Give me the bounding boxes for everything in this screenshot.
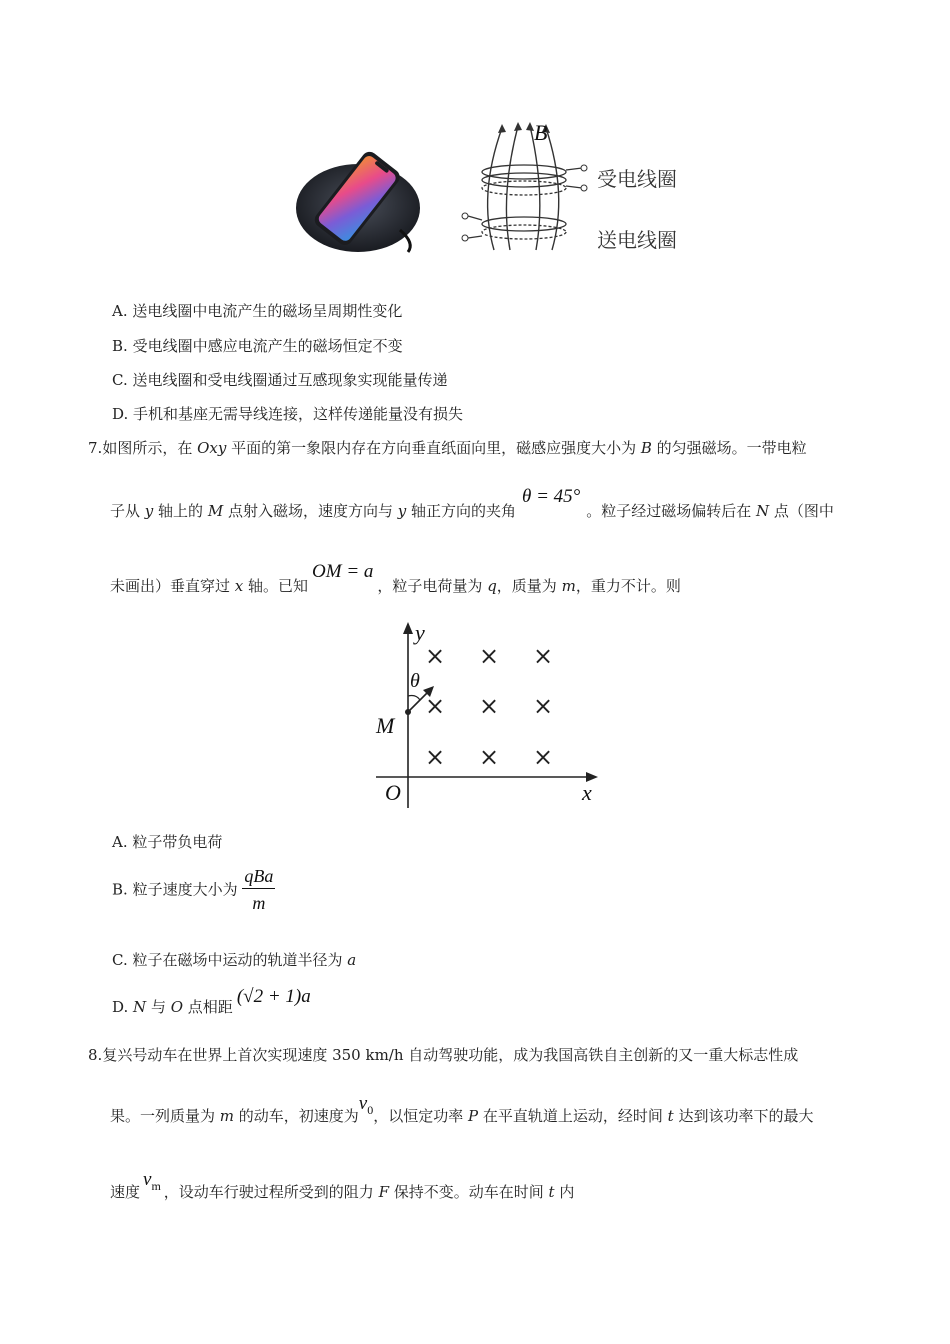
q6-option-c: C. 送电线圈和受电线圈通过互感现象实现能量传递 <box>112 371 448 389</box>
max-velocity: $v_m$ <box>143 1169 161 1193</box>
field-cross: × <box>533 642 554 670</box>
q7-option-a: A. 粒子带负电荷 <box>112 833 223 851</box>
field-cross: × <box>479 743 500 771</box>
point-m-label: M <box>376 713 395 738</box>
q6-option-b: B. 受电线圈中感应电流产生的磁场恒定不变 <box>112 337 403 355</box>
x-axis-label: x <box>582 780 592 805</box>
q7-option-c: C. 粒子在磁场中运动的轨道半径为 a <box>112 951 357 969</box>
field-cross: × <box>425 642 446 670</box>
field-b-label: B <box>534 120 548 145</box>
q7-option-d: D. N 与 O 点相距 (√2 + 1)a <box>112 986 311 1016</box>
origin-label: O <box>385 780 401 805</box>
theta-label: θ <box>410 670 420 692</box>
distance-expression: (√2 + 1)a <box>236 986 311 1007</box>
initial-velocity: $v_0$ <box>358 1093 374 1117</box>
q7-option-b: B. 粒子速度大小为 $\frac{\text{qBa}}{m}$ <box>112 866 274 913</box>
q6-option-a: A. 送电线圈中电流产生的磁场呈周期性变化 <box>112 302 403 320</box>
field-cross: × <box>533 692 554 720</box>
field-cross: × <box>425 692 446 720</box>
q8-line-2: 果。一列质量为 m 的动车，初速度为$v_0$，以恒定功率 P 在平直轨道上运动，经时间 t 达到该功率下的最大 <box>110 1093 814 1125</box>
q6-option-d: D. 手机和基座无需导线连接，这样传递能量没有损失 <box>112 405 464 423</box>
field-cross: × <box>533 743 554 771</box>
q7-line-3: 未画出）垂直穿过 x 轴。已知OM = a，粒子电荷量为 q，质量为 m，重力不计。则 <box>110 561 681 595</box>
question-number: 8. <box>88 1046 103 1064</box>
theta-equation: θ = 45° <box>521 486 581 507</box>
receive-coil-label: 受电线圈 <box>597 167 677 191</box>
question-number: 7. <box>88 439 103 457</box>
q8-line-3: 速度$v_m$ ，设动车行驶过程所受到的阻力 F 保持不变。动车在时间 t 内 <box>110 1169 575 1201</box>
y-axis-label: y <box>415 620 425 645</box>
field-cross: × <box>479 642 500 670</box>
q7-line-2: 子从 y 轴上的 M 点射入磁场，速度方向与 y 轴正方向的夹角θ = 45°。粒子经过磁场偏转后在 N 点（图中 <box>110 486 834 520</box>
coil-diagram <box>456 120 606 260</box>
send-coil-label: 送电线圈 <box>597 228 677 252</box>
speed-fraction: $\frac{\text{qBa}}{m}$ <box>244 866 274 913</box>
om-equation: OM = a <box>312 561 374 582</box>
charger-photo <box>290 148 430 258</box>
q8-line-1: 8.复兴号动车在世界上首次实现速度 350 km/h 自动驾驶功能，成为我国高铁自主创新的又一重大标志性成 <box>88 1046 799 1064</box>
field-cross: × <box>479 692 500 720</box>
field-cross: × <box>425 743 446 771</box>
q7-line-1: 7.如图所示，在 Oxy 平面的第一象限内存在方向垂直纸面向里，磁感应强度大小为 B 的匀强磁场。一带电粒 <box>88 439 807 457</box>
